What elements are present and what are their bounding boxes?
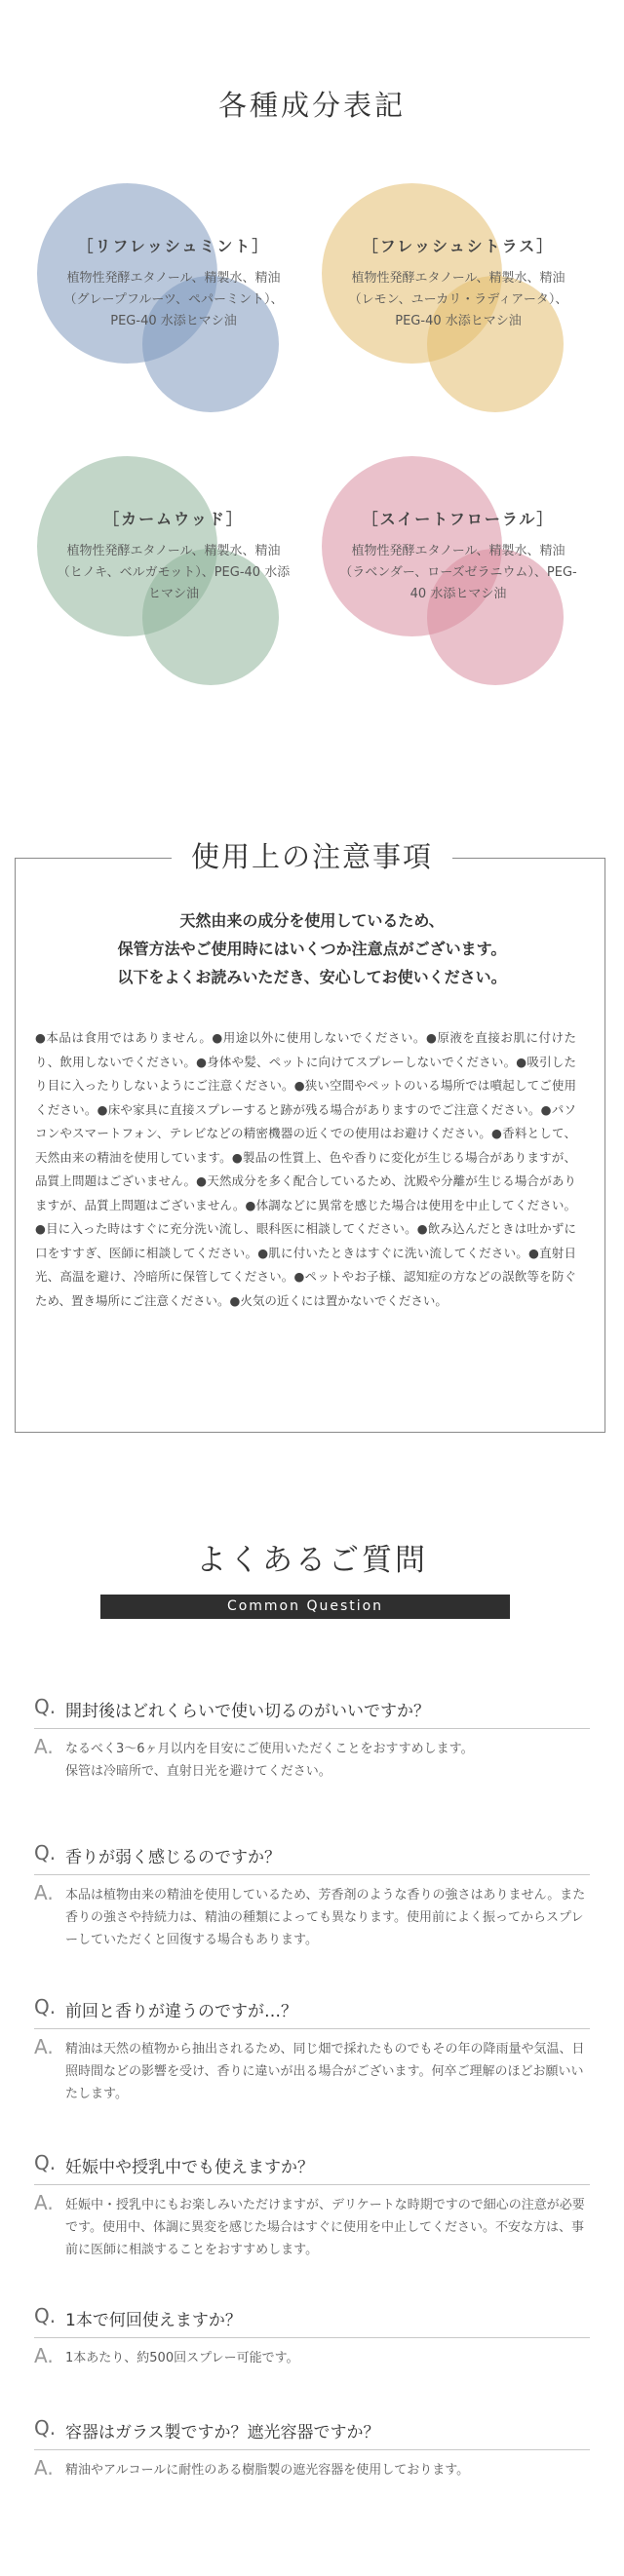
faq-item — [34, 2412, 590, 2481]
ingredient-description: 植物性発酵エタノール、精製水、精油（レモン、ユーカリ・ラディアータ）、PEG-40 水添ヒマシ油 — [348, 271, 568, 328]
faq-question — [34, 2300, 590, 2338]
faq-question — [34, 1691, 590, 1729]
caution-lead-line: 以下をよくお読みいただき、安心してお使いください。 — [117, 968, 507, 986]
ingredient-card-citrus — [322, 183, 595, 427]
ingredient-card-wood — [37, 456, 310, 700]
faq-question — [34, 1837, 590, 1875]
answer-text: 1本あたり、約500回スプレー可能です。 — [65, 2351, 299, 2365]
faq-answer — [34, 1729, 590, 1783]
ingredient-name: ［カームウッド］ — [103, 510, 244, 528]
question-mark: Q. — [34, 2304, 57, 2327]
faq-question — [34, 1991, 590, 2029]
ingredient-name: ［リフレッシュミント］ — [77, 237, 270, 255]
ingredient-card-mint — [37, 183, 310, 427]
faq-answer — [34, 2029, 590, 2105]
answer-mark: A. — [34, 2035, 54, 2058]
answer-mark: A. — [34, 1735, 54, 1758]
answer-text: なるべく3～6ヶ月以内を目安にご使用いただくことをおすすめします。 保管は冷暗所で、直射日光を避けてください。 — [65, 1742, 474, 1779]
question-mark: Q. — [34, 1695, 57, 1718]
ingredient-description: 植物性発酵エタノール、精製水、精油（グレープフルーツ、ペパーミント）、PEG-40 水添ヒマシ油 — [63, 271, 284, 328]
faq-question — [34, 2412, 590, 2450]
caution-lead-line: 保管方法やご使用時にはいくつか注意点がございます。 — [117, 940, 507, 958]
faq-answer — [34, 1875, 590, 1951]
question-text: 1本で何回使えますか？ — [65, 2311, 242, 2330]
ingredients-title: 各種成分表記 — [217, 89, 406, 122]
answer-text: 精油やアルコールに耐性のある樹脂製の遮光容器を使用しております。 — [65, 2463, 470, 2478]
caution-body: ●本品は食用ではありません。●用途以外に使用しないでください。●原液を直接お肌に付けたり、飲用しないでください。●身体や髪、ペットに向けてスプレーしないでください。●吸引したり目に入ったりしないようにご注意ください。●狭い空間やペットのいる場所では噴起してご使用ください。●床や家具に直接スプレーすると跡が残る場合がありますのでご注意ください。●パソコンやスマートフォン、テレビなどの精密機器の近くでの使用はお避けください。●香料として、天然由来の精油を使用しています。●製品の性質上、色や香りに変化が生じる場合がありますが、品質上問題はございません。●天然成分を多く配合しているため、沈殿や分離が生じる場合がありますが、品質上問題はございません。●体調などに異常を感じた場合は使用を中止してください。●目に入った時はすぐに充分洗い流し、眼科医に相談してください。●飲み込んだときは吐かずに口をすすぎ、医師に相談してください。●肌に付いたときはすぐに洗い流してください。●直射日光、高温を避け、冷暗所に保管してください。●ペットやお子様、認知症の方などの誤飲等を防ぐため、置き場所にご注意ください。●火気の近くには置かないでください。 — [35, 1030, 576, 1308]
question-mark: Q. — [34, 2416, 57, 2440]
question-text: 開封後はどれくらいで使い切るのがいいですか？ — [65, 1702, 430, 1721]
answer-text: 妊娠中・授乳中にもお楽しみいただけますが、デリケートな時期ですので細心の注意が必要です。使用中、体調に異変を感じた場合はすぐに使用を中止してください。不安な方は、事前に医師に相談することをおすすめします。 — [65, 2198, 585, 2257]
ingredient-description: 植物性発酵エタノール、精製水、精油（ラベンダー、ローズゼラニウム）、PEG-40 水添ヒマシ油 — [339, 544, 577, 601]
faq-item — [34, 1991, 590, 2105]
question-mark: Q. — [34, 1841, 57, 1865]
question-text: 容器はガラス製ですか？遮光容器ですか？ — [65, 2423, 380, 2442]
faq-title: よくあるご質問 — [196, 1543, 428, 1578]
faq-item — [34, 2147, 590, 2261]
answer-mark: A. — [34, 2344, 54, 2367]
caution-lead-line: 天然由来の成分を使用しているため、 — [179, 911, 445, 930]
caution-title: 使用上の注意事項 — [172, 833, 452, 880]
answer-mark: A. — [34, 2456, 54, 2480]
question-text: 前回と香りが違うのですが…？ — [65, 2002, 297, 2021]
faq-item — [34, 1691, 590, 1783]
faq-subtitle-band: Common Question — [100, 1595, 510, 1619]
faq-answer — [34, 2185, 590, 2261]
ingredient-card-floral — [322, 456, 595, 700]
answer-text: 本品は植物由来の精油を使用しているため、芳香剤のような香りの強さはありません。また香りの強さや持続力は、精油の種類によっても異なります。使用前によく振ってからスプレーしていただくと回復する場合もあります。 — [65, 1888, 586, 1947]
ingredient-name: ［スイートフローラル］ — [362, 510, 555, 528]
answer-mark: A. — [34, 1881, 54, 1904]
faq-item — [34, 2300, 590, 2369]
ingredient-name: ［フレッシュシトラス］ — [362, 237, 555, 255]
faq-item — [34, 1837, 590, 1951]
faq-answer — [34, 2338, 590, 2369]
faq-question — [34, 2147, 590, 2185]
caution-lead — [29, 906, 595, 991]
question-mark: Q. — [34, 1995, 57, 2019]
question-text: 香りが弱く感じるのですか？ — [65, 1848, 281, 1867]
question-text: 妊娠中や授乳中でも使えますか？ — [65, 2158, 314, 2177]
question-mark: Q. — [34, 2151, 57, 2174]
faq-answer — [34, 2450, 590, 2481]
ingredient-description: 植物性発酵エタノール、精製水、精油（ヒノキ、ベルガモット）、PEG-40 水添ヒマシ油 — [57, 544, 291, 601]
answer-text: 精油は天然の植物から抽出されるため、同じ畑で採れたものでもその年の降雨量や気温、日照時間などの影響を受け、香りに違いが出る場合がございます。何卒ご理解のほどお願いいたします。 — [65, 2042, 585, 2101]
answer-mark: A. — [34, 2191, 54, 2214]
